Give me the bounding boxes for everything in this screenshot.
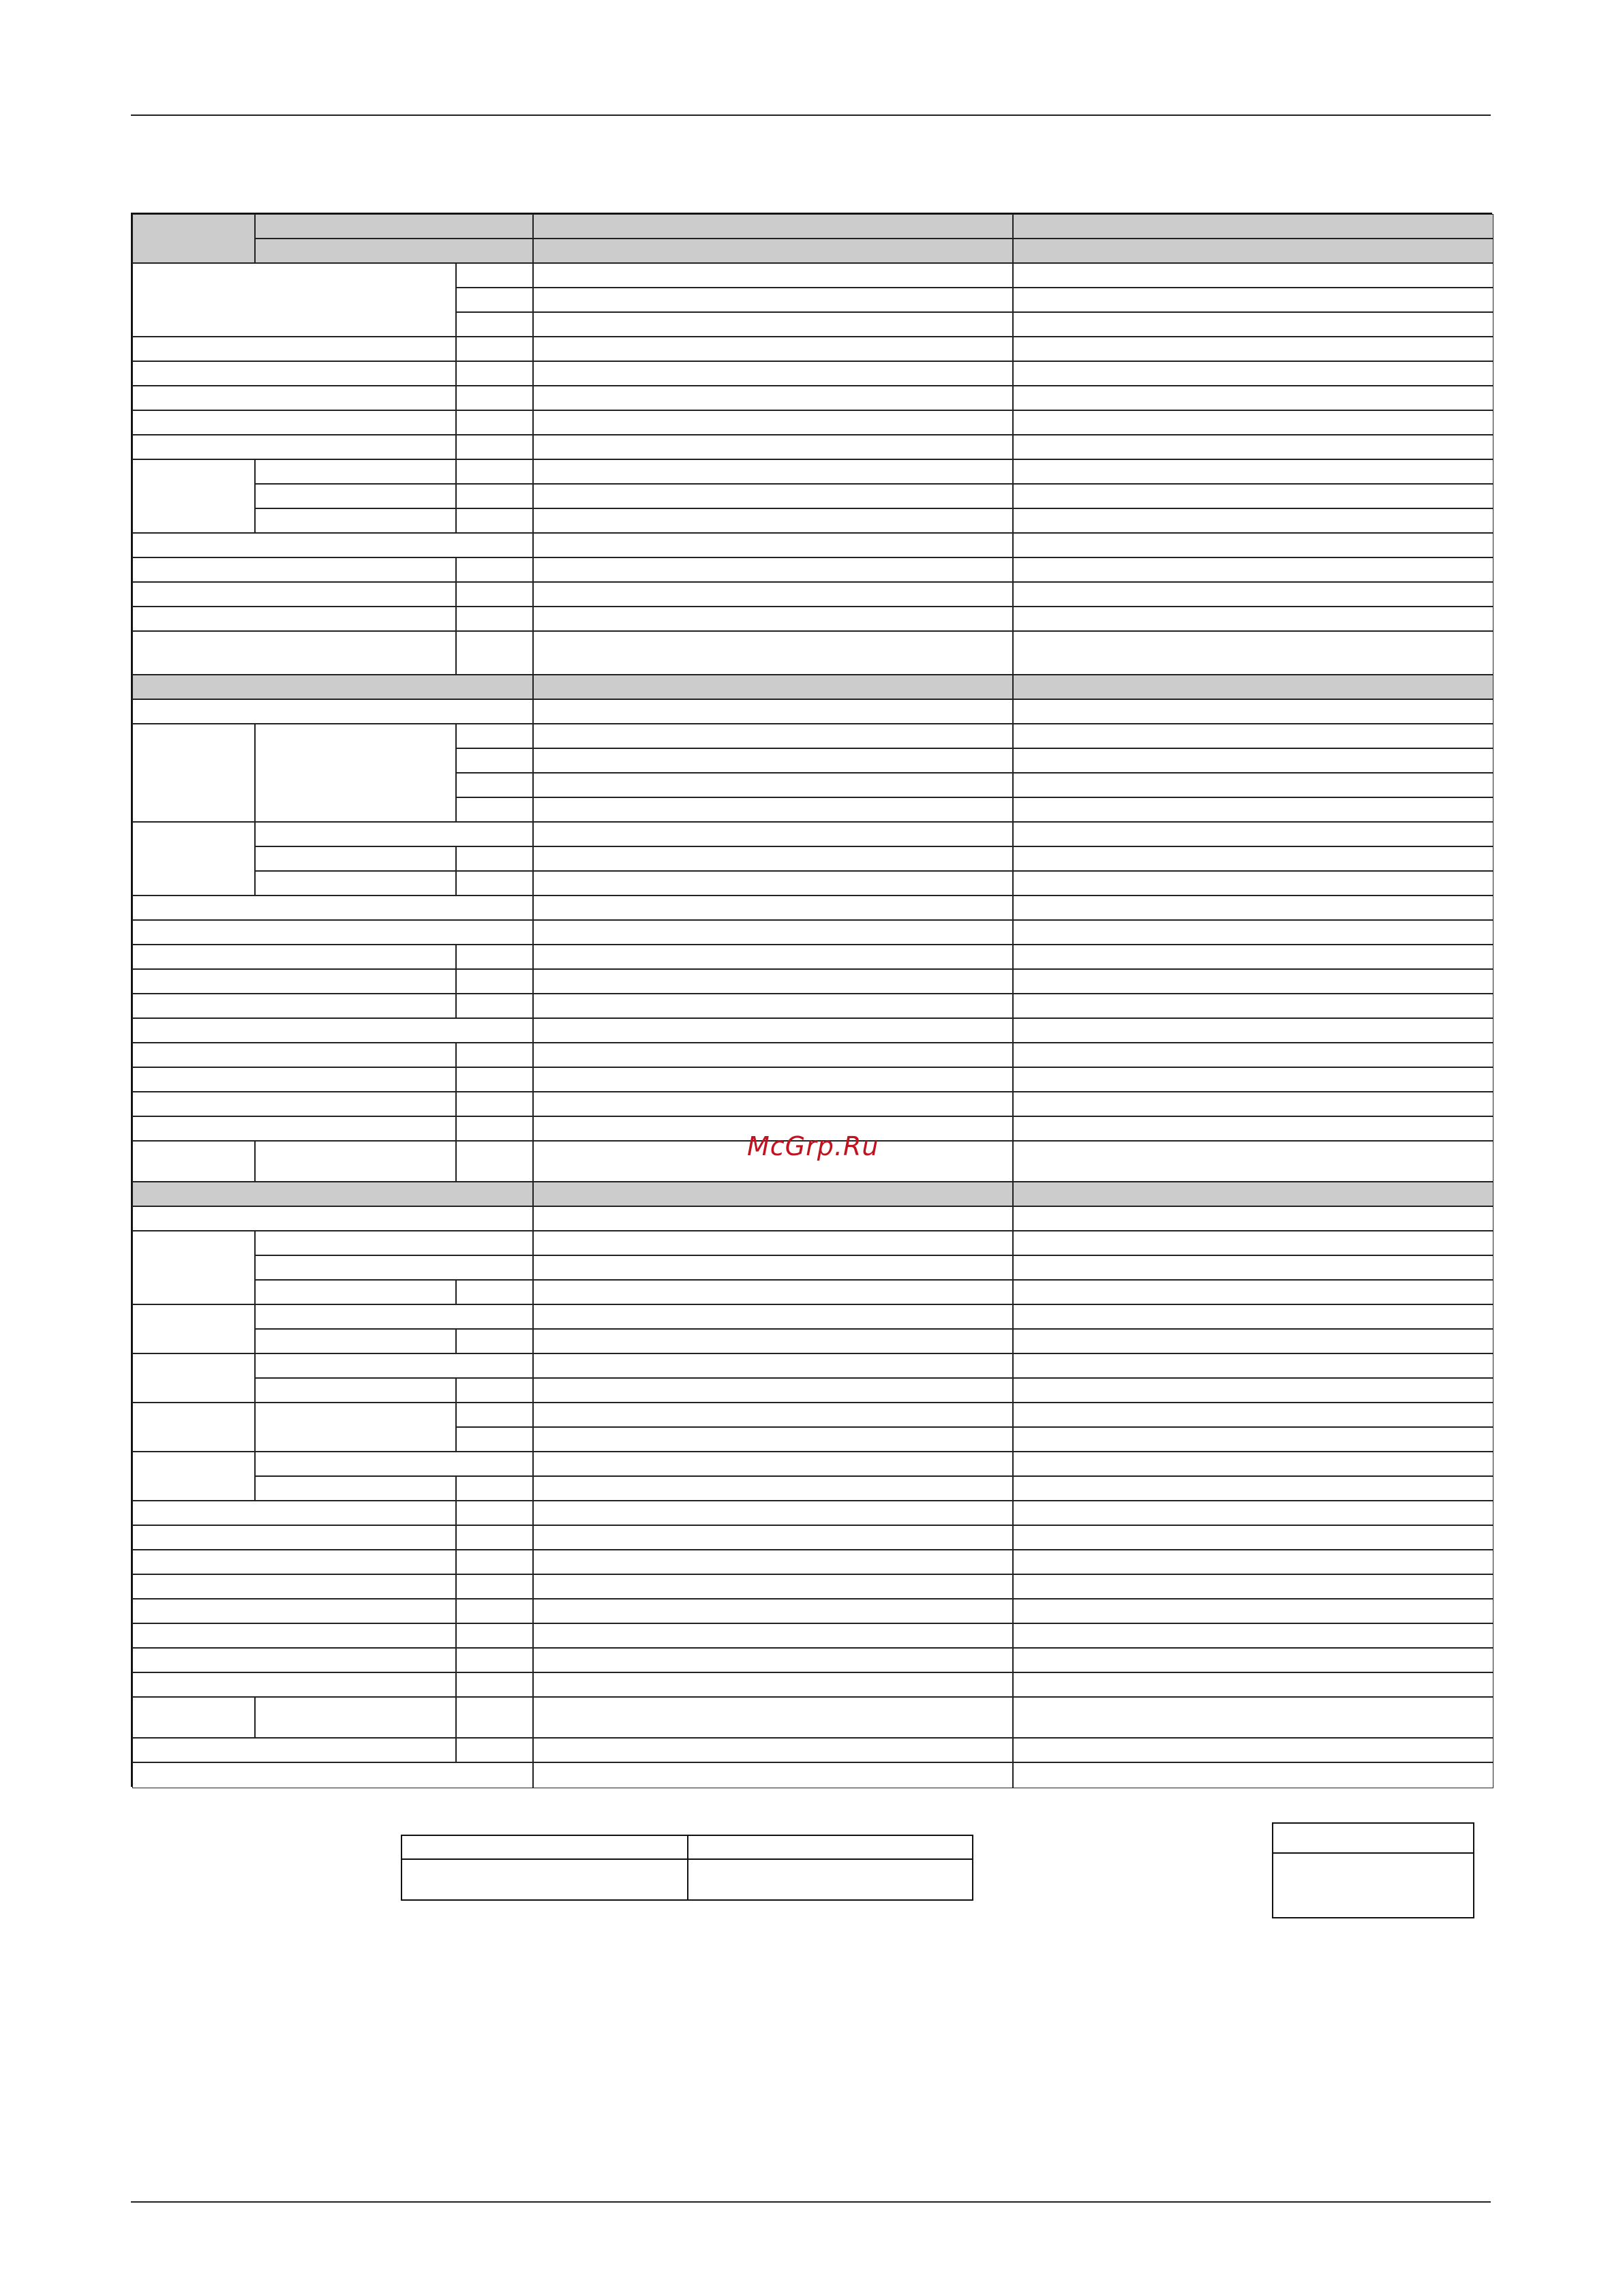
label-cell [255, 1476, 456, 1501]
value-cell [1013, 920, 1493, 945]
value-cell [1013, 1525, 1493, 1550]
label-cell [456, 312, 533, 337]
value-cell [533, 1501, 1013, 1525]
label-cell [456, 1092, 533, 1116]
label-cell [456, 361, 533, 386]
label-cell [456, 484, 533, 508]
label-cell [132, 631, 456, 675]
value-cell [533, 288, 1013, 312]
value-cell [1013, 337, 1493, 361]
label-cell [255, 508, 456, 533]
label-cell [456, 263, 533, 288]
label-cell [132, 1206, 533, 1231]
value-cell [533, 484, 1013, 508]
value-cell [533, 459, 1013, 484]
label-cell [132, 896, 533, 920]
label-cell [456, 1574, 533, 1599]
label-cell [132, 1231, 255, 1304]
label-cell [456, 1648, 533, 1672]
label-cell [456, 773, 533, 797]
value-cell [533, 1018, 1013, 1043]
section-header-cell [132, 675, 533, 699]
label-cell [456, 582, 533, 607]
label-cell [456, 607, 533, 631]
value-cell [533, 797, 1013, 822]
value-cell [1013, 748, 1493, 773]
label-cell [456, 1738, 533, 1762]
label-cell [132, 1697, 255, 1738]
summary-table [401, 1835, 973, 1901]
value-cell [533, 1574, 1013, 1599]
stamp-box [1272, 1822, 1474, 1918]
label-cell [456, 337, 533, 361]
label-cell [255, 822, 533, 846]
label-cell [132, 1501, 456, 1525]
value-cell [1013, 846, 1493, 871]
spec-table [131, 213, 1492, 1787]
value-cell [1013, 1231, 1493, 1255]
label-cell [132, 1043, 456, 1067]
label-cell [132, 1018, 533, 1043]
value-cell [1013, 288, 1493, 312]
value-cell [1013, 1762, 1493, 1788]
value-cell [533, 1353, 1013, 1378]
value-cell [1013, 1476, 1493, 1501]
label-cell [255, 871, 456, 896]
value-cell [1013, 312, 1493, 337]
label-cell [456, 748, 533, 773]
value-cell [533, 1304, 1013, 1329]
label-cell [255, 1231, 533, 1255]
value-cell [533, 1043, 1013, 1067]
label-cell [255, 1378, 456, 1403]
value-cell [1013, 386, 1493, 410]
label-cell [132, 1452, 255, 1501]
value-cell [533, 1280, 1013, 1304]
label-cell [132, 607, 456, 631]
label-cell [255, 1280, 456, 1304]
value-cell [1013, 1304, 1493, 1329]
value-cell [1013, 1067, 1493, 1092]
section-header-cell [132, 1182, 533, 1206]
value-cell [533, 994, 1013, 1018]
label-cell [132, 263, 456, 337]
value-cell [1013, 410, 1493, 435]
label-cell [132, 1403, 255, 1452]
label-cell [456, 1599, 533, 1623]
label-cell [132, 1599, 456, 1623]
label-cell [132, 337, 456, 361]
label-cell [456, 1427, 533, 1452]
label-cell [456, 410, 533, 435]
label-cell [132, 1648, 456, 1672]
label-cell [456, 1378, 533, 1403]
value-cell [1013, 484, 1493, 508]
value-cell [1013, 239, 1493, 263]
label-cell [132, 1623, 456, 1648]
value-cell [533, 748, 1013, 773]
value-cell [533, 822, 1013, 846]
label-cell [456, 1067, 533, 1092]
value-cell [533, 386, 1013, 410]
value-cell [1013, 459, 1493, 484]
label-cell [132, 920, 533, 945]
label-cell [132, 435, 456, 459]
value-cell [1013, 1599, 1493, 1623]
value-cell [1013, 1043, 1493, 1067]
label-cell [132, 822, 255, 896]
value-cell [1013, 1672, 1493, 1697]
label-cell [132, 969, 456, 994]
value-cell [1013, 1501, 1493, 1525]
value-cell [533, 1378, 1013, 1403]
value-cell [533, 920, 1013, 945]
value-cell [533, 1599, 1013, 1623]
value-cell [533, 675, 1013, 699]
value-cell [1013, 1116, 1493, 1141]
value-cell [1013, 1378, 1493, 1403]
label-cell [132, 1738, 456, 1762]
value-cell [533, 1092, 1013, 1116]
value-cell [1013, 1738, 1493, 1762]
label-cell [132, 1550, 456, 1574]
value-cell [533, 1623, 1013, 1648]
value-cell [1013, 1574, 1493, 1599]
section-header-cell [132, 214, 255, 263]
section-header-cell [255, 239, 533, 263]
summary-table-divider [687, 1836, 688, 1899]
value-cell [533, 435, 1013, 459]
value-cell [533, 699, 1013, 724]
label-cell [132, 557, 456, 582]
label-cell [456, 1329, 533, 1353]
value-cell [1013, 435, 1493, 459]
value-cell [533, 1476, 1013, 1501]
value-cell [1013, 773, 1493, 797]
value-cell [1013, 214, 1493, 239]
label-cell [456, 508, 533, 533]
label-cell [456, 797, 533, 822]
value-cell [533, 1525, 1013, 1550]
value-cell [533, 239, 1013, 263]
label-cell [456, 1403, 533, 1427]
label-cell [456, 1623, 533, 1648]
label-cell [132, 724, 255, 822]
bottom-rule [131, 2201, 1491, 2203]
value-cell [533, 1672, 1013, 1697]
label-cell [456, 945, 533, 969]
value-cell [1013, 822, 1493, 846]
value-cell [1013, 969, 1493, 994]
value-cell [533, 1550, 1013, 1574]
value-cell [1013, 1329, 1493, 1353]
label-cell [456, 288, 533, 312]
label-cell [132, 1574, 456, 1599]
value-cell [1013, 1403, 1493, 1427]
label-cell [456, 1550, 533, 1574]
value-cell [533, 1427, 1013, 1452]
value-cell [533, 724, 1013, 748]
watermark: McGrp.Ru [747, 1131, 879, 1161]
value-cell [1013, 699, 1493, 724]
label-cell [132, 386, 456, 410]
value-cell [533, 1648, 1013, 1672]
label-cell [456, 386, 533, 410]
value-cell [533, 263, 1013, 288]
value-cell [533, 945, 1013, 969]
label-cell [456, 724, 533, 748]
label-cell [456, 871, 533, 896]
section-header-cell [255, 214, 533, 239]
value-cell [1013, 1092, 1493, 1116]
value-cell [1013, 797, 1493, 822]
label-cell [255, 1304, 533, 1329]
label-cell [132, 1353, 255, 1403]
value-cell [533, 1231, 1013, 1255]
label-cell [456, 435, 533, 459]
value-cell [1013, 896, 1493, 920]
value-cell [533, 1452, 1013, 1476]
top-rule [131, 114, 1491, 116]
stamp-box-divider [1273, 1852, 1473, 1854]
label-cell [255, 459, 456, 484]
label-cell [132, 699, 533, 724]
value-cell [1013, 1255, 1493, 1280]
label-cell [132, 533, 533, 557]
label-cell [456, 1525, 533, 1550]
value-cell [1013, 945, 1493, 969]
label-cell [132, 1116, 456, 1141]
value-cell [533, 896, 1013, 920]
label-cell [255, 1141, 456, 1182]
label-cell [255, 1697, 456, 1738]
value-cell [1013, 263, 1493, 288]
label-cell [456, 1697, 533, 1738]
label-cell [255, 1403, 456, 1452]
value-cell [1013, 508, 1493, 533]
label-cell [255, 1452, 533, 1476]
label-cell [456, 846, 533, 871]
value-cell [533, 969, 1013, 994]
value-cell [1013, 1623, 1493, 1648]
value-cell [533, 410, 1013, 435]
label-cell [456, 1043, 533, 1067]
value-cell [1013, 533, 1493, 557]
label-cell [255, 484, 456, 508]
value-cell [1013, 994, 1493, 1018]
value-cell [533, 557, 1013, 582]
label-cell [456, 994, 533, 1018]
value-cell [533, 1206, 1013, 1231]
value-cell [533, 1067, 1013, 1092]
value-cell [533, 1697, 1013, 1738]
value-cell [1013, 724, 1493, 748]
value-cell [533, 871, 1013, 896]
label-cell [456, 631, 533, 675]
value-cell [533, 508, 1013, 533]
value-cell [1013, 607, 1493, 631]
value-cell [1013, 1427, 1493, 1452]
value-cell [1013, 361, 1493, 386]
value-cell [1013, 1141, 1493, 1182]
value-cell [533, 582, 1013, 607]
label-cell [132, 994, 456, 1018]
label-cell [255, 1329, 456, 1353]
value-cell [1013, 1280, 1493, 1304]
value-cell [533, 312, 1013, 337]
label-cell [132, 361, 456, 386]
value-cell [533, 1762, 1013, 1788]
value-cell [1013, 557, 1493, 582]
value-cell [533, 1255, 1013, 1280]
value-cell [533, 1738, 1013, 1762]
label-cell [456, 1672, 533, 1697]
label-cell [255, 846, 456, 871]
label-cell [132, 1762, 533, 1788]
label-cell [132, 1067, 456, 1092]
label-cell [132, 1092, 456, 1116]
value-cell [1013, 1018, 1493, 1043]
label-cell [255, 1353, 533, 1378]
label-cell [132, 582, 456, 607]
value-cell [533, 361, 1013, 386]
value-cell [1013, 1550, 1493, 1574]
value-cell [533, 773, 1013, 797]
value-cell [533, 214, 1013, 239]
value-cell [1013, 871, 1493, 896]
label-cell [132, 410, 456, 435]
label-cell [132, 459, 255, 533]
label-cell [456, 969, 533, 994]
label-cell [132, 945, 456, 969]
label-cell [456, 1280, 533, 1304]
label-cell [255, 724, 456, 822]
label-cell [132, 1525, 456, 1550]
value-cell [1013, 1206, 1493, 1231]
value-cell [533, 1182, 1013, 1206]
label-cell [456, 1116, 533, 1141]
label-cell [456, 1476, 533, 1501]
value-cell [1013, 582, 1493, 607]
label-cell [132, 1672, 456, 1697]
value-cell [1013, 1452, 1493, 1476]
label-cell [132, 1141, 255, 1182]
value-cell [533, 631, 1013, 675]
value-cell [533, 607, 1013, 631]
label-cell [456, 1501, 533, 1525]
label-cell [255, 1255, 533, 1280]
value-cell [533, 1329, 1013, 1353]
value-cell [533, 846, 1013, 871]
value-cell [1013, 631, 1493, 675]
value-cell [533, 1403, 1013, 1427]
label-cell [132, 1304, 255, 1353]
value-cell [1013, 675, 1493, 699]
value-cell [1013, 1697, 1493, 1738]
value-cell [533, 337, 1013, 361]
value-cell [1013, 1182, 1493, 1206]
value-cell [1013, 1353, 1493, 1378]
label-cell [456, 557, 533, 582]
label-cell [456, 1141, 533, 1182]
value-cell [533, 533, 1013, 557]
label-cell [456, 459, 533, 484]
value-cell [1013, 1648, 1493, 1672]
